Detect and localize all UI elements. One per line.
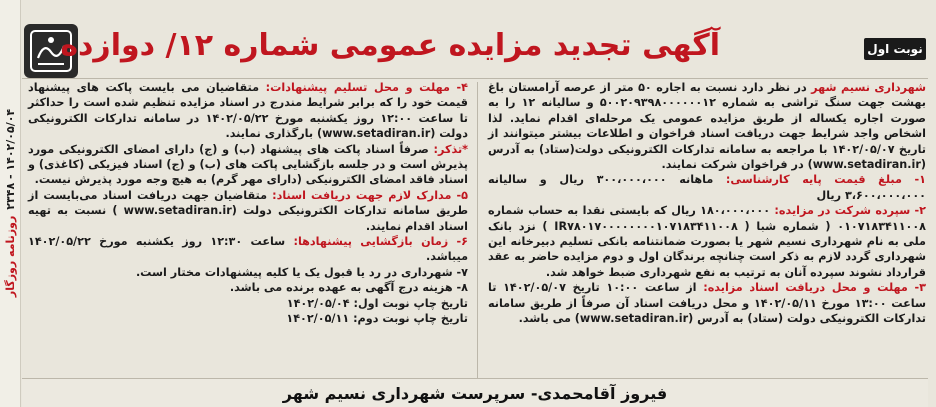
- intro-text: در نظر دارد نسبت به اجاره ۵۰ متر از عرصه آرامستان باغ بهشت جهت سنگ تراشی به شماره ۵۰۰۲۰۹۳۹۸۰۰۰۰۰۰۱۲ و سالیانه ۱۲ را به صورت اجاره یکساله از طریق مزایده عمومی یک مرحله‌ای اقدام نماید. لذا اشخاص واجد شرایط جهت دریافت اسناد فراخوان و اطلاعات بیشتر میتوانند از تاریخ ۱۴۰۲/۰۵/۰۷ با مراجعه به سامانه تدارکات الکترونیکی دولت(ستاد) به آدرس (www.setadiran.ir) در فراخوان شرکت نمایند.: [488, 81, 927, 172]
- note-heading: *تذکر:: [428, 142, 468, 156]
- item8-text: ۸- هزینه درج آگهی به عهده برنده می باشد.: [229, 281, 468, 295]
- item4-text: متقاضیان می بایست پاکت های پیشنهاد قیمت خود را که برابر شرایط مندرج در اسناد مزایده تنظیم شده است را حداکثر تا ساعت ۱۲:۰۰ روز یکشنبه مورخ ۱۴۰۲/۰۵/۲۲ در سامانه تدارکات الکترونیکی دولت (www.setadiran.ir) بارگذاری نمایند.: [28, 81, 468, 141]
- side-caption: [0, 13, 20, 393]
- item1-heading: ۱- مبلغ قیمت پایه کارشناسی:: [713, 173, 927, 187]
- item-base-price: [488, 172, 926, 203]
- intro-paragraph: [488, 80, 926, 172]
- signature-text: فیروز آقامحمدی- سرپرست شهرداری نسیم شهر: [282, 383, 668, 403]
- item6-heading: ۶- زمان بازگشایی پیشنهادها:: [285, 235, 468, 249]
- column-divider: [477, 82, 478, 382]
- newspaper-issue-date: ۱۴۰۲/۰۵/۰۴ - ۲۳۴۸: [3, 108, 17, 210]
- item-document-deadline: [488, 280, 926, 326]
- item2-heading: ۲- سپرده شرکت در مزایده:: [770, 204, 926, 218]
- newspaper-side-strip: [0, 0, 21, 407]
- page-title: آگهی تجدید مزایده عمومی شماره ۱۲/ دوازده: [60, 28, 720, 63]
- newspaper-name: روزنامه روزگار: [3, 215, 17, 298]
- item-submission: [28, 80, 468, 142]
- item1-text: ماهانه ۳۰۰،۰۰۰،۰۰۰ ریال و سالیانه ۳،۶۰۰،۰۰۰،۰۰۰ ریال: [488, 173, 926, 202]
- round-badge: نوبت اول: [864, 38, 926, 60]
- item5-text: متقاضیان جهت دریافت اسناد می‌بایست از طریق سامانه تدارکات الکترونیکی دولت (www.setadiran.ir ) نسبت به تهیه اسناد اقدام نمایند.: [28, 188, 468, 233]
- header-divider: [22, 78, 928, 79]
- print2-date: ۱۴۰۲/۰۵/۱۱: [286, 312, 350, 326]
- print-date-second: [28, 311, 468, 326]
- note-paragraph: [28, 142, 468, 188]
- print1-date: ۱۴۰۲/۰۵/۰۴: [286, 296, 350, 310]
- item5-heading: ۵- مدارک لازم جهت دریافت اسناد:: [267, 188, 468, 202]
- item3-heading: ۳- مهلت و محل دریافت اسناد مزایده:: [696, 281, 927, 295]
- left-column: [28, 80, 468, 327]
- item7-text: ۷- شهرداری در رد یا قبول یک یا کلیه پیشنهادات مختار است.: [135, 265, 468, 279]
- signature-footer: [22, 378, 928, 407]
- print2-label: تاریخ چاپ نوبت دوم:: [349, 312, 468, 326]
- note-text: صرفاً اسناد پاکت های پیشنهاد (ب) و (ج) دارای امضای الکترونیکی مورد پذیرش است و در جلسه بازگشایی پاکت های (ب) و (ج) اسناد فیزیکی (کاغذی) و اسناد فاقد امضای الکترونیکی (دارای مهر گرم) به هیچ وجه مورد پذیرش نیست.: [28, 142, 468, 187]
- org-name: شهرداری نسیم شهر: [811, 81, 926, 94]
- item-required-docs: [28, 188, 468, 234]
- item-opening-time: [28, 234, 468, 265]
- print1-label: تاریخ چاپ نوبت اول:: [349, 296, 468, 310]
- right-column: [488, 80, 926, 327]
- item6-text: ساعت ۱۲:۳۰ روز یکشنبه مورخ ۱۴۰۲/۰۵/۲۲ میباشد.: [28, 235, 468, 264]
- print-date-first: [28, 296, 468, 311]
- item2-text: ۱۸۰،۰۰۰،۰۰۰ ریال که بایستی نقدا به حساب شماره ۰۱۰۷۱۸۳۴۱۱۰۰۸ ( شماره شبا ( IR۷۸۰۱۷۰۰۰۰۰۰۰۰۱۰۷۱۸۳۴۱۱۰۰۸ ) نزد بانک ملی به نام شهرداری نسیم شهر یا بصورت ضمانتنامه بانکی تسلیم دبیرخانه این شهرداری گردد لازم به ذکر است چنانچه برندگان اول و دوم مزایده حاضر به عقد قرارداد نشوند سپرده آنان به ترتیب به نفع شهرداری ضبط خواهد شد.: [488, 204, 927, 279]
- item4-heading: ۴- مهلت و محل تسلیم پیشنهادات:: [259, 81, 468, 94]
- item-deposit: [488, 203, 926, 280]
- item3-text: از ساعت ۱۰:۰۰ تاریخ ۱۴۰۲/۰۵/۰۷ تا ساعت ۱۳:۰۰ مورخ ۱۴۰۲/۰۵/۱۱ و محل دریافت اسناد آن صرفاً از طریق سامانه تدارکات الکترونیکی دولت (ستاد) به آدرس (www.setadiran.ir) می باشد.: [488, 281, 926, 326]
